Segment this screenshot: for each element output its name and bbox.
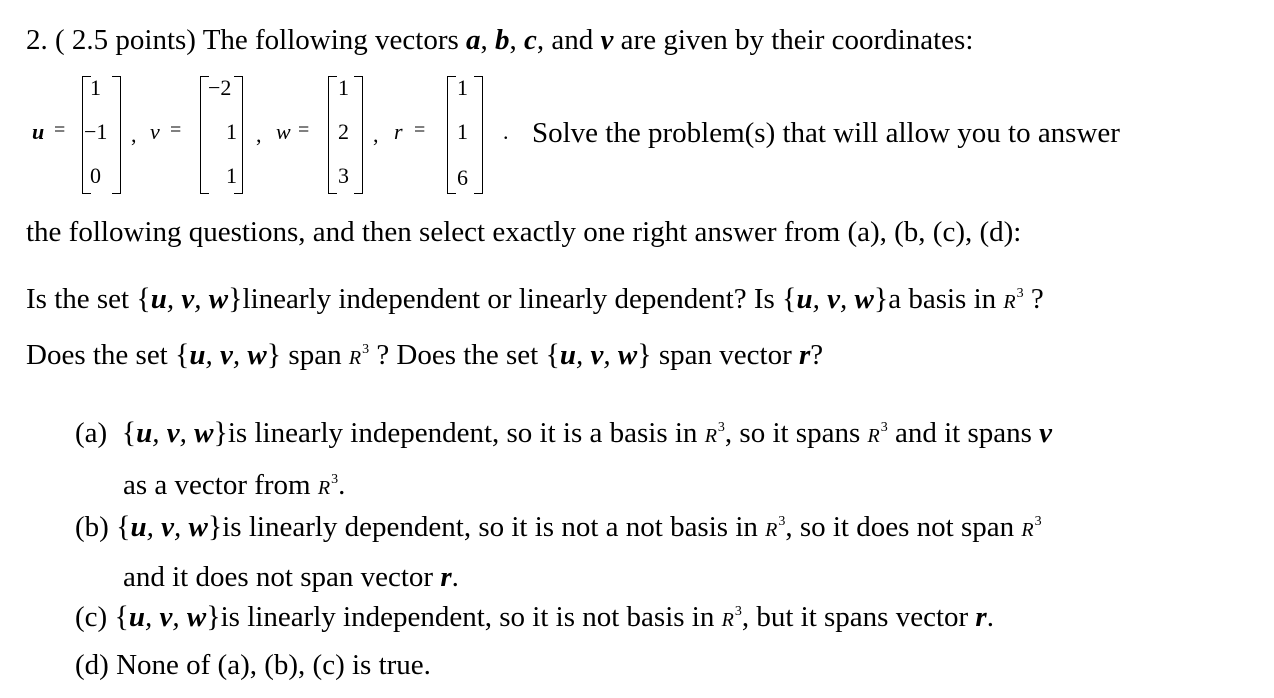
option-d-label: (d) bbox=[75, 649, 109, 681]
matrix-entry: 3 bbox=[338, 163, 349, 188]
r3-exponent: 3 bbox=[331, 472, 339, 487]
set-v: v bbox=[220, 339, 233, 371]
option-a-line-2 bbox=[123, 468, 345, 508]
matrix-entry: −2 bbox=[208, 75, 232, 100]
set-brace-close: } bbox=[637, 338, 652, 371]
matrix-entry: 1 bbox=[226, 119, 237, 144]
set-u: u bbox=[136, 417, 153, 449]
period: . bbox=[338, 469, 346, 501]
set-u: u bbox=[150, 283, 167, 315]
q1-text-b: linearly independent or linearly dependent? Is bbox=[242, 283, 783, 315]
matrix-entry: 1 bbox=[90, 75, 101, 100]
set-v: v bbox=[181, 283, 195, 315]
set-w: w bbox=[208, 283, 229, 315]
matrix-entry: 2 bbox=[338, 119, 349, 144]
option-d-text: None of (a), (b), (c) is true. bbox=[116, 649, 431, 681]
r3-symbol: R bbox=[348, 347, 362, 369]
r3-exponent: 3 bbox=[717, 420, 725, 435]
set-comma: , bbox=[839, 283, 848, 315]
set-brace-open: { bbox=[175, 338, 190, 371]
set-w: w bbox=[617, 339, 638, 371]
set-brace-open: { bbox=[121, 416, 137, 449]
q2-text-c: ? Does the set bbox=[369, 339, 546, 371]
bracket-left bbox=[328, 76, 337, 194]
matrix-entry: 1 bbox=[226, 163, 237, 188]
var-a: a bbox=[466, 24, 481, 56]
option-c-text: is linearly independent, so it is not basis in bbox=[220, 601, 722, 633]
vector-w-name: w bbox=[276, 119, 291, 144]
set-v: v bbox=[161, 511, 174, 543]
vector-r-ref: r bbox=[975, 601, 987, 633]
period: . bbox=[986, 601, 994, 633]
set-v: v bbox=[159, 601, 173, 633]
vector-r-name: r bbox=[394, 119, 403, 144]
option-c-text: , but it spans vector bbox=[741, 601, 976, 633]
option-c bbox=[75, 600, 994, 640]
matrix-entry: 1 bbox=[457, 75, 468, 100]
set-w: w bbox=[247, 339, 267, 371]
vector-v-ref: v bbox=[1039, 417, 1053, 449]
set-u: u bbox=[559, 339, 576, 371]
set-comma: , bbox=[144, 601, 153, 633]
option-a-text: , so it spans bbox=[724, 417, 868, 449]
problem-number: 2. bbox=[26, 24, 48, 56]
r3-symbol: R bbox=[1003, 291, 1016, 313]
set-w: w bbox=[186, 601, 207, 633]
option-b-label: (b) bbox=[75, 511, 109, 543]
set-v: v bbox=[166, 417, 180, 449]
option-b bbox=[75, 510, 1042, 550]
set-w: w bbox=[194, 417, 214, 449]
set-comma: , bbox=[146, 511, 154, 543]
option-a-text: as a vector from bbox=[123, 469, 318, 501]
solve-text: Solve the problem(s) that will allow you to answer bbox=[532, 117, 1120, 149]
vector-r-ref: r bbox=[798, 339, 811, 371]
option-b-text: is linearly dependent, so it is not a not basis in bbox=[222, 511, 766, 543]
r3-symbol: R bbox=[317, 477, 331, 499]
option-c-label: (c) bbox=[75, 601, 108, 633]
matrix-entry: −1 bbox=[84, 119, 108, 144]
r3-symbol: R bbox=[867, 425, 880, 447]
equals-sign: = bbox=[54, 119, 66, 141]
q2-text-e: ? bbox=[810, 339, 824, 371]
var-c: c bbox=[524, 24, 537, 56]
set-brace-open: { bbox=[545, 338, 560, 371]
r3-exponent: 3 bbox=[734, 604, 742, 619]
problem-intro: ( 2.5 points) The following vectors bbox=[55, 24, 467, 56]
set-comma: , bbox=[194, 283, 202, 315]
set-brace-close: } bbox=[266, 338, 282, 371]
set-brace-open: { bbox=[136, 282, 151, 315]
set-v: v bbox=[827, 283, 840, 315]
option-a bbox=[75, 416, 1052, 456]
vector-r-ref: r bbox=[440, 561, 452, 593]
matrix-entry: 0 bbox=[90, 163, 101, 188]
set-u: u bbox=[128, 601, 145, 633]
q1-text-c: a basis in bbox=[888, 283, 1004, 315]
set-comma: , bbox=[179, 417, 187, 449]
option-b-text: , so it does not span bbox=[785, 511, 1022, 543]
comma: , bbox=[256, 122, 262, 147]
r3-exponent: 3 bbox=[362, 342, 370, 357]
option-a-text: is linearly independent, so it is a basis in bbox=[227, 417, 705, 449]
q1-text-a: Is the set bbox=[26, 283, 137, 315]
period: . bbox=[503, 119, 509, 144]
comma: , bbox=[373, 122, 379, 147]
equals-sign: = bbox=[298, 119, 310, 141]
set-brace-open: { bbox=[782, 282, 797, 315]
r3-exponent: 3 bbox=[880, 420, 888, 435]
set-u: u bbox=[189, 339, 206, 371]
set-comma: , bbox=[166, 283, 175, 315]
set-comma: , bbox=[232, 339, 241, 371]
set-comma: , bbox=[172, 601, 180, 633]
r3-exponent: 3 bbox=[1034, 514, 1042, 529]
set-comma: , bbox=[575, 339, 584, 371]
set-brace-open: { bbox=[116, 510, 131, 543]
set-comma: , bbox=[603, 339, 611, 371]
r3-exponent: 3 bbox=[1016, 286, 1024, 301]
set-brace-close: } bbox=[207, 510, 223, 543]
r3-symbol: R bbox=[765, 519, 778, 541]
question-line-2 bbox=[26, 338, 823, 378]
bracket-left bbox=[447, 76, 456, 194]
option-a-label: (a) bbox=[75, 417, 108, 449]
set-comma: , bbox=[812, 283, 820, 315]
r3-symbol: R bbox=[1021, 519, 1034, 541]
matrix-entry: 1 bbox=[457, 119, 468, 144]
set-brace-close: } bbox=[206, 600, 221, 633]
r3-symbol: R bbox=[721, 609, 734, 631]
var-b: b bbox=[495, 24, 510, 56]
period: . bbox=[451, 561, 459, 593]
equals-sign: = bbox=[170, 119, 182, 141]
problem-heading bbox=[26, 23, 973, 57]
q2-text-b: span bbox=[281, 339, 349, 371]
set-comma: , bbox=[205, 339, 213, 371]
r3-symbol: R bbox=[704, 425, 717, 447]
set-comma: , bbox=[152, 417, 160, 449]
set-brace-open: { bbox=[114, 600, 129, 633]
bracket-right bbox=[474, 76, 483, 194]
set-comma: , bbox=[174, 511, 182, 543]
option-b-line-2 bbox=[123, 560, 459, 594]
r3-exponent: 3 bbox=[778, 514, 786, 529]
set-u: u bbox=[796, 283, 813, 315]
bracket-right bbox=[112, 76, 121, 194]
equals-sign: = bbox=[414, 119, 426, 141]
q1-text-d: ? bbox=[1023, 283, 1044, 315]
set-w: w bbox=[854, 283, 874, 315]
var-v: v bbox=[600, 24, 614, 56]
set-w: w bbox=[188, 511, 208, 543]
set-u: u bbox=[130, 511, 147, 543]
option-d bbox=[75, 648, 431, 682]
option-a-text: and it spans bbox=[887, 417, 1040, 449]
option-b-text: and it does not span vector bbox=[123, 561, 441, 593]
matrix-entry: 6 bbox=[457, 165, 468, 190]
heading-tail: are given by their coordinates: bbox=[613, 24, 974, 56]
vector-u-name: u bbox=[32, 119, 45, 144]
sep: , bbox=[480, 24, 496, 56]
q2-text-a: Does the set bbox=[26, 339, 175, 371]
set-brace-close: } bbox=[228, 282, 243, 315]
sep-and: , and bbox=[536, 24, 601, 56]
q2-text-d: span vector bbox=[651, 339, 799, 371]
set-v: v bbox=[590, 339, 604, 371]
bracket-right bbox=[354, 76, 363, 194]
set-brace-close: } bbox=[213, 416, 228, 449]
sep: , bbox=[509, 24, 525, 56]
set-brace-close: } bbox=[873, 282, 889, 315]
comma: , bbox=[131, 122, 137, 147]
matrix-entry: 1 bbox=[338, 75, 349, 100]
question-line-1 bbox=[26, 282, 1044, 322]
vector-v-name: v bbox=[150, 119, 160, 144]
instructions-text: the following questions, and then select exactly one right answer from (a), (b, (c), (d): bbox=[26, 216, 1022, 248]
